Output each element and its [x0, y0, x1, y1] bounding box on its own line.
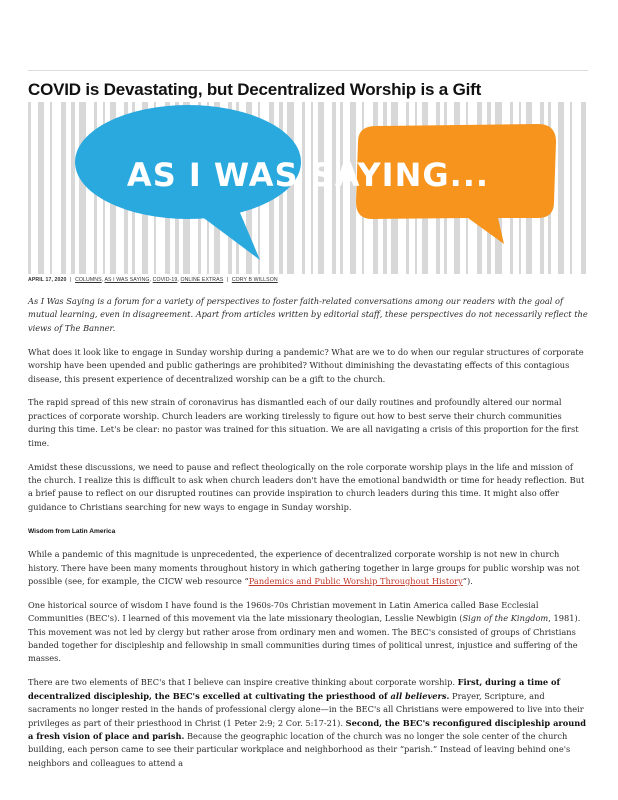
speech-bubbles-illustration	[28, 102, 588, 274]
intro-paragraph: As I Was Saying is a forum for a variety of perspectives to foster faith-related conversations among our readers with the goal of mutual learning, even in disagreement. Apart from articles written by editorial staff, these perspectives do not necessarily reflect the views of The Banner.	[28, 296, 588, 333]
meta-separator: |	[70, 277, 72, 283]
tag-link-covid-19[interactable]: COVID-19	[152, 277, 178, 283]
banner-text: AS I WAS SAYING...	[126, 156, 490, 194]
paragraph-2: The rapid spread of this new strain of coronavirus has dismantled each of our daily routines and profoundly altered our normal practices of corporate worship. Church leaders are working tirelessly to figure out how to best serve their church communities during this time. Let's be clear: no pastor was trained for this situation. We are all navigating a crisis of this proportion for the first time.	[28, 397, 579, 448]
paragraph-6: There are two elements of BEC's that I believe can inspire creative thinking about corporate worship. First, during a time of decentralized discipleship, the BEC's excelled at cultivating the priesthood of all believers. Prayer, Scripture, and sacraments no longer rested in the hands of professional clergy alone—in the BEC's all Christians were empowered to live into their privileges as part of their priesthood in Christ (1 Peter 2:9; 2 Cor. 5:17-21). Second, the BEC's reconfigured discipleship around a fresh vision of place and parish. Because the geographic location of the church was no longer the sole center of the church building, each person came to see their particular workplace and neighborhood as their “parish.” Instead of leaving behind one's neighbors and colleagues to attend a	[28, 677, 587, 768]
author-link[interactable]: CORY B WILLSON	[231, 277, 278, 283]
paragraph-4: While a pandemic of this magnitude is unprecedented, the experience of decentralized corporate worship is not new in church history. There have been many moments throughout history in which gathering together in large groups for public worship was not possible (see, for example, the CICW web resource “Pandemics and Public Worship Throughout History”).	[28, 549, 580, 586]
bold-point-1: First, during a time of decentralized discipleship, the BEC's excelled at cultivating the priesthood of all believers.	[28, 677, 561, 701]
stripe	[570, 102, 572, 274]
tag-link-columns[interactable]: COLUMNS	[75, 277, 102, 283]
book-title: Sign of the Kingdom	[462, 613, 549, 624]
top-divider	[28, 70, 588, 71]
tag-link-as-i-was-saying[interactable]: AS I WAS SAYING	[104, 277, 150, 283]
article-title: COVID is Devastating, but Decentralized Worship is a Gift	[28, 80, 482, 99]
article-body	[28, 295, 588, 781]
section-heading: Wisdom from Latin America	[28, 527, 116, 535]
stripe	[28, 102, 31, 274]
stripe	[61, 102, 66, 274]
paragraph-3: Amidst these discussions, we need to pause and reflect theologically on the role corporate worship plays in the life and mission of the church. I realize this is difficult to ask when church leaders don't have the emotional bandwidth or time for heady reflection. But a brief pause to reflect on our disrupted routines can provide inspiration to church leaders during this time. It might also offer guidance to Christians searching for new ways to engage in Sunday worship.	[28, 461, 585, 512]
stripe	[79, 102, 86, 274]
stripe	[50, 102, 52, 274]
pandemics-resource-link[interactable]: Pandemics and Public Worship Throughout History	[248, 575, 463, 586]
stripe	[581, 102, 586, 274]
bold-point-2: Second, the BEC's reconfigured discipleship around a fresh vision of place and parish.	[28, 717, 587, 741]
paragraph-1: What does it look like to engage in Sunday worship during a pandemic? What are we to do when our regular structures of corporate worship have been upended and public gatherings are prohibited? Without diminishing the devastating effects of this contagious disease, this present experience of decentralized worship can be a gift to the church.	[28, 346, 584, 384]
stripe	[558, 102, 564, 274]
meta-separator: |	[226, 277, 229, 283]
publish-date: APRIL 17, 2020	[28, 277, 67, 283]
tag-link-online-extras[interactable]: ONLINE EXTRAS	[180, 277, 224, 283]
article-meta: APRIL 17, 2020 | COLUMNS, AS I WAS SAYING, COVID-19, ONLINE EXTRAS | CORY B WILLSON	[28, 277, 278, 283]
hero-banner	[28, 102, 588, 274]
stripe	[71, 102, 75, 274]
stripe	[38, 102, 44, 274]
paragraph-5: One historical source of wisdom I have found is the 1960s-70s Christian movement in Latin America called Base Ecclesial Communities (BEC's). I learned of this movement via the late missionary theologian, Lesslie Newbigin (Sign of the Kingdom, 1981). This movement was not led by clergy but rather arose from ordinary men and women. The BEC's consisted of groups of Christians banded together for discipleship and fellowship in small communities during times of political unrest, injustice and suffering of the masses.	[28, 599, 581, 664]
